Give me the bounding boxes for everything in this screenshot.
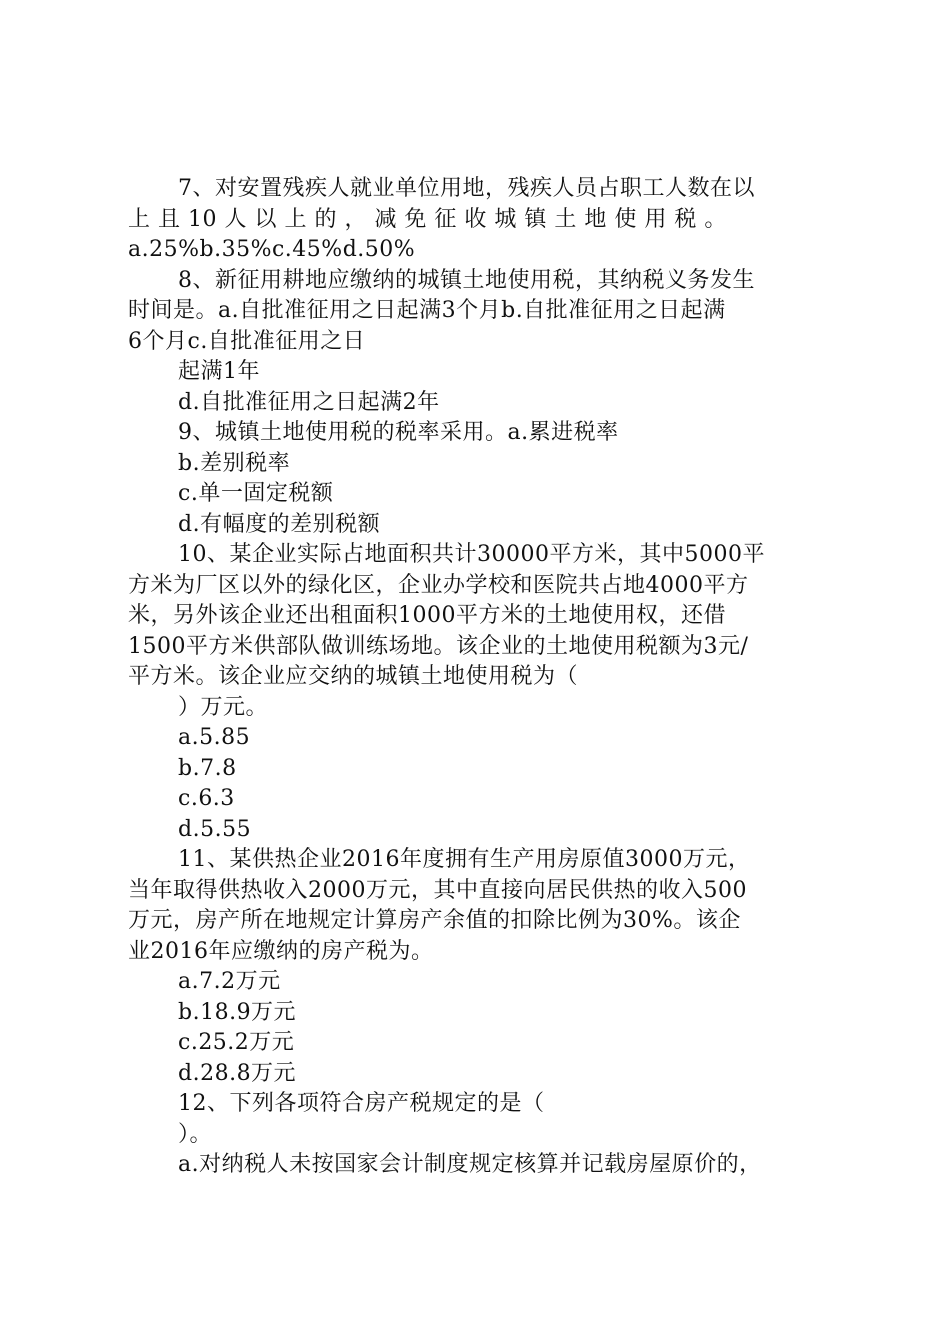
q9-option-b: b.差别税率: [178, 450, 291, 476]
q12-line-2: ）。: [178, 1121, 213, 1147]
q11-line-4: 业2016年应缴纳的房产税为。: [128, 938, 434, 964]
q8-line-3: 6个月c.自批准征用之日: [128, 328, 366, 354]
q11-option-b: b.18.9万元: [178, 999, 297, 1025]
q10-line-4: 1500平方米供部队做训练场地。该企业的土地使用税额为3元/: [128, 633, 749, 659]
q10-line-1: 10、某企业实际占地面积共计30000平方米，其中5000平: [178, 542, 765, 567]
q10-option-b: b.7.8: [178, 755, 237, 781]
q8-line-1: 8、新征用耕地应缴纳的城镇土地使用税，其纳税义务发生: [178, 267, 755, 293]
q10-line-2: 方米为厂区以外的绿化区，企业办学校和医院共占地4000平方: [128, 572, 749, 598]
q10-option-d: d.5.55: [178, 816, 252, 842]
q11-option-d: d.28.8万元: [178, 1060, 297, 1086]
q11-line-3: 万元，房产所在地规定计算房产余值的扣除比例为30%。该企: [128, 908, 741, 933]
q10-line-5: 平方米。该企业应交纳的城镇土地使用税为（: [128, 664, 579, 689]
q8-line-2: 时间是。a.自批准征用之日起满3个月b.自批准征用之日起满: [128, 298, 726, 323]
q10-option-c: c.6.3: [178, 786, 235, 811]
q9-option-c: c.单一固定税额: [178, 481, 334, 506]
q9-option-d: d.有幅度的差别税额: [178, 511, 381, 537]
q12-line-1: 12、下列各项符合房产税规定的是（: [178, 1091, 545, 1116]
q8-option-d: d.自批准征用之日起满2年: [178, 389, 440, 415]
q7-line-2: 上 且 10 人 以 上 的 ， 减 免 征 收 城 镇 土 地 使 用 税 。: [128, 206, 727, 232]
q10-line-3: 米，另外该企业还出租面积1000平方米的土地使用权，还借: [128, 603, 726, 628]
q8-line-4: 起满1年: [178, 359, 260, 384]
q7-options: a.25%b.35%c.45%d.50%: [128, 237, 416, 262]
q11-line-1: 11、某供热企业2016年度拥有生产用房原值3000万元，: [178, 847, 751, 872]
q11-option-c: c.25.2万元: [178, 1030, 295, 1055]
document-body: [128, 174, 828, 1181]
q11-option-a: a.7.2万元: [178, 969, 281, 994]
q12-option-a: a.对纳税人未按国家会计制度规定核算并记载房屋原价的，: [178, 1152, 762, 1177]
q9-line-1: 9、城镇土地使用税的税率采用。a.累进税率: [178, 420, 619, 445]
q10-line-6: ）万元。: [178, 694, 269, 720]
q11-line-2: 当年取得供热收入2000万元，其中直接向居民供热的收入500: [128, 877, 747, 903]
q10-option-a: a.5.85: [178, 725, 251, 750]
q7-line-1: 7、对安置残疾人就业单位用地，残疾人员占职工人数在以: [178, 176, 755, 201]
